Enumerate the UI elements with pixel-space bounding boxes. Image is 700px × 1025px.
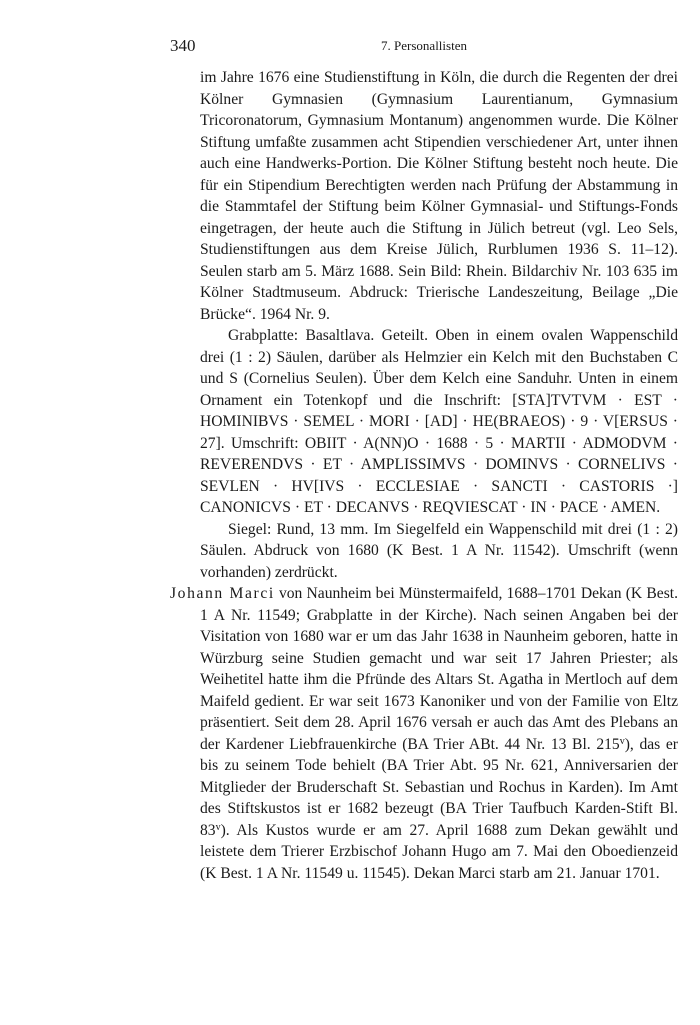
entry-superscript-verso-1: v	[619, 735, 625, 747]
entry-johann-marci	[170, 583, 678, 884]
entry-name: Johann Marci	[170, 585, 275, 602]
paragraph-foundation: im Jahre 1676 eine Studienstiftung in Köln, die durch die Regenten der drei Kölner Gymnasien (Gymnasium Laurentianum, Gymnasium Tricoronatorum, Gymnasium Montanum) angenommen wurde. Die Kölner Stiftung umfaßte zusammen acht Stipendien verschiedener Art, unter ihnen auch eine Handwerks-Portion. Die Kölner Stiftung besteht noch heute. Die für ein Stipendium Berechtigten werden nach Prüfung der Abstammung in die Stammtafel der Stiftung beim Kölner Gymnasial- und Stiftungs-Fonds eingetragen, der heute auch die Stiftung in Jülich betreut (vgl. Leo Sels, Studienstiftungen aus dem Kreise Jülich, Rurblumen 1936 S. 11–12). Seulen starb am 5. März 1688. Sein Bild: Rhein. Bildarchiv Nr. 103 635 im Kölner Stadtmuseum. Abdruck: Trierische Landeszeitung, Beilage „Die Brücke“. 1964 Nr. 9.	[200, 69, 678, 323]
page-header	[170, 36, 678, 58]
entry-superscript-verso-2: v	[215, 821, 221, 833]
paragraph-tombstone: Grabplatte: Basaltlava. Geteilt. Oben in einem ovalen Wappenschild drei (1 : 2) Säulen, darüber als Helmzier ein Kelch mit den Buchstaben C und S (Cornelius Seulen). Über dem Kelch eine Sanduhr. Unten in einem Ornament ein Totenkopf und die Inschrift: [STA]TVTVM · EST · HOMINIBVS · SEMEL · MORI · [AD] · HE(BRAEOS) · 9 · V[ERSUS · 27]. Umschrift: OBIIT · A(NN)O · 1688 · 5 · MARTII · ADMODVM · REVERENDVS · ET · AMPLISSIMVS · DOMINVS · CORNELIVS · SEVLEN · HV[IVS · ECCLESIAE · SANCTI · CASTORIS ·] CANONICVS · ET · DECANVS · REQVIESCAT · IN · PACE · AMEN.	[200, 327, 678, 516]
running-head: 7. Personallisten	[381, 38, 467, 53]
paragraph-seal: Siegel: Rund, 13 mm. Im Siegelfeld ein Wappenschild mit drei (1 : 2) Säulen. Abdruck von 1680 (K Best. 1 A Nr. 11542). Umschrift (wenn vorhanden) zerdrückt.	[200, 520, 678, 581]
page-number: 340	[170, 36, 196, 55]
entry-text-part-2: ), das er bis zu seinem Tode behielt (BA Trier Abt. 95 Nr. 621, Anniversarien der Mitglieder der Bruderschaft St. Sebastian und Rochus in Karden). Im Amt des Stiftskustos ist er 1682 bezeugt (BA Trier Taufbuch Karden-Stift Bl. 83	[200, 735, 678, 839]
entry-text-part-1: von Naunheim bei Münstermaifeld, 1688–1701 Dekan (K Best. 1 A Nr. 11549; Grabplatte in der Kirche). Nach seinen Angaben bei der Visitation von 1680 war er um das Jahr 1638 in Naunheim geboren, hatte in Würzburg seine Studien gemacht und war seit 17 Jahren Priester; als Weihetitel hatte ihm die Pfründe des Altars St. Agatha in Mertloch auf dem Maifeld gedient. Er war seit 1673 Kanoniker und von der Familie von Eltz präsentiert. Seit dem 28. April 1676 versah er auch das Amt des Plebans an der Kardener Liebfrauenkirche (BA Trier ABt. 44 Nr. 13 Bl. 215	[200, 585, 678, 753]
entry-text-part-3: ). Als Kustos wurde er am 27. April 1688 zum Dekan gewählt und leistete dem Trierer Erzbischof Johann Hugo am 7. Mai den Oboedienzeid (K Best. 1 A Nr. 11549 u. 11545). Dekan Marci starb am 21. Januar 1701.	[200, 821, 678, 882]
body-text	[170, 67, 678, 884]
